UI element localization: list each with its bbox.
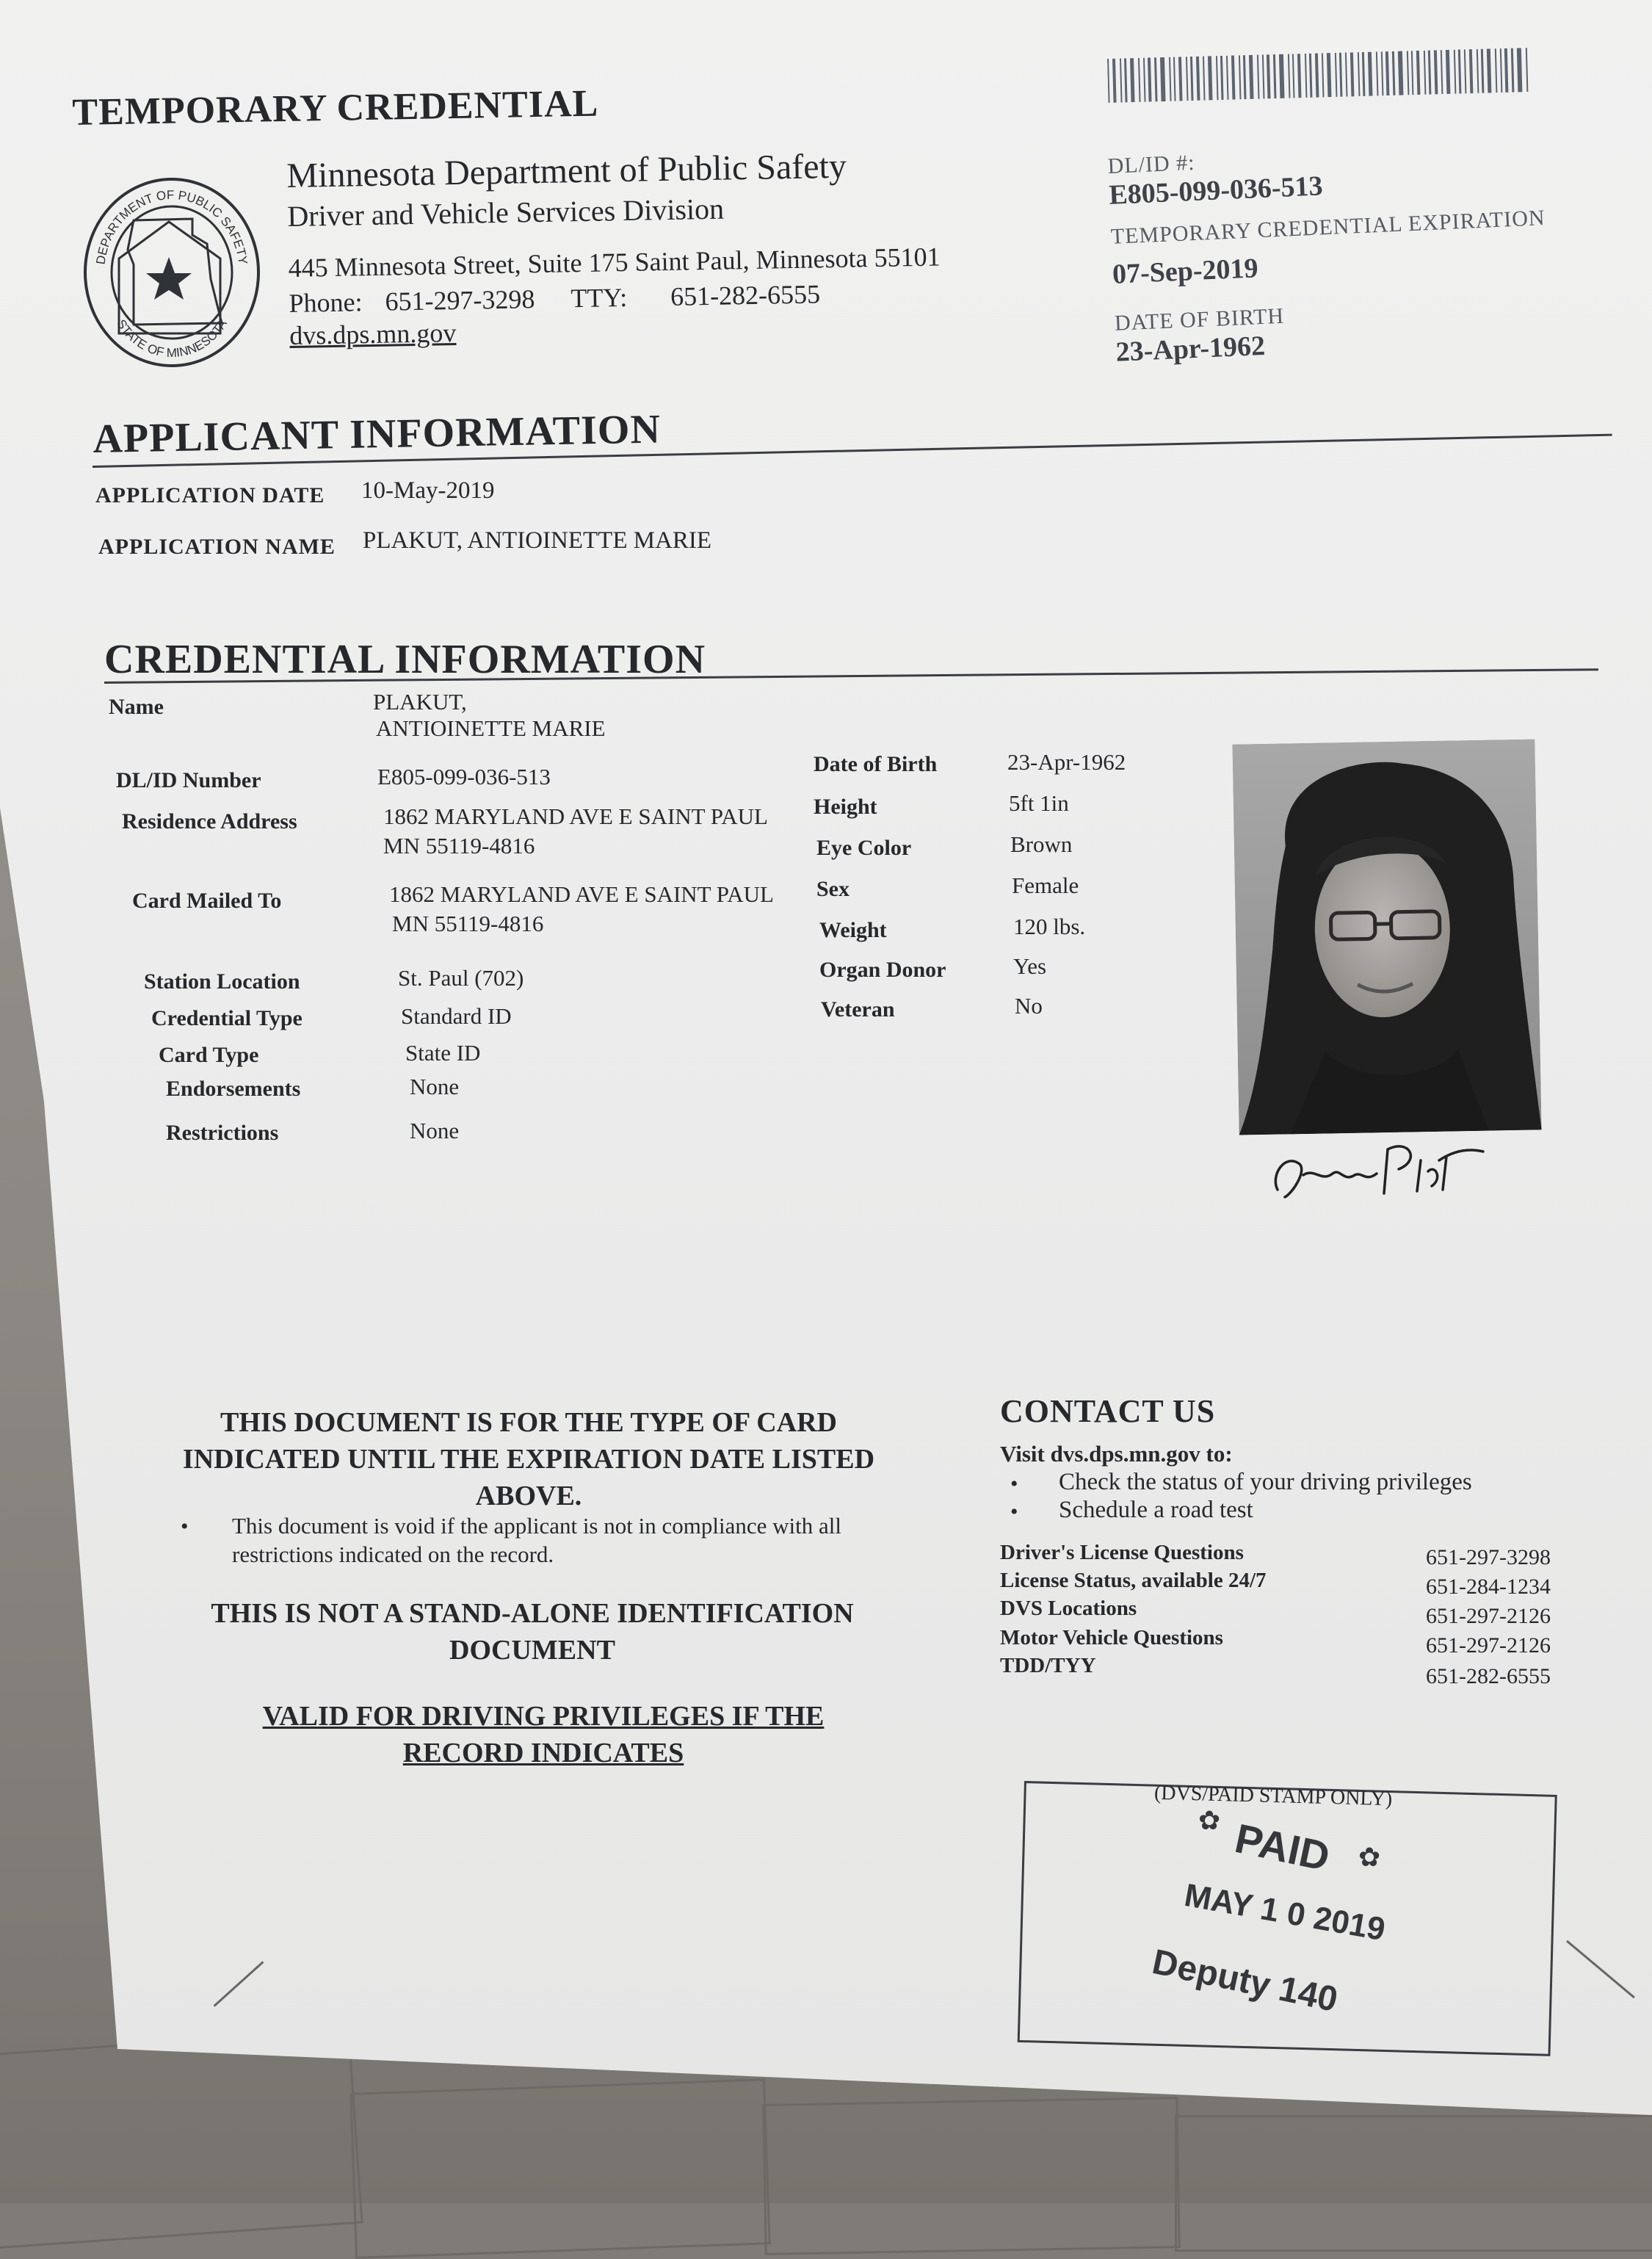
contact-bullet-1: Check the status of your driving privileges bbox=[1059, 1469, 1472, 1496]
document-title: TEMPORARY CREDENTIAL bbox=[72, 82, 599, 134]
card-mailed-to-label: Card Mailed To bbox=[132, 889, 281, 914]
contact-row-phone-1: 651-297-3298 bbox=[1426, 1545, 1551, 1570]
organ-donor-label: Organ Donor bbox=[819, 958, 946, 983]
barcode-bar bbox=[1243, 55, 1247, 99]
barcode-bar bbox=[1335, 53, 1338, 97]
veteran-value: No bbox=[1015, 993, 1043, 1019]
station-location-label: Station Location bbox=[144, 969, 300, 994]
eye-color-label: Eye Color bbox=[816, 836, 911, 861]
credential-heading: CREDENTIAL INFORMATION bbox=[104, 636, 706, 683]
card-mailed-to-line-2: MN 55119-4816 bbox=[392, 911, 543, 937]
contact-row-phone-3: 651-297-2126 bbox=[1426, 1604, 1551, 1629]
barcode-bar bbox=[1376, 51, 1379, 95]
seal-top-text: DEPARTMENT OF PUBLIC SAFETY bbox=[93, 188, 250, 265]
barcode-bar bbox=[1434, 50, 1438, 94]
barcode-bar bbox=[1322, 53, 1325, 97]
barcode-bar bbox=[1385, 51, 1390, 95]
barcode-bar bbox=[1511, 48, 1515, 93]
barcode-bar bbox=[1446, 50, 1451, 94]
weight-value: 120 lbs. bbox=[1013, 914, 1085, 940]
clover-icon: ✿ bbox=[1198, 1805, 1220, 1836]
barcode-bar bbox=[1178, 57, 1183, 101]
contact-row-label-4: Motor Vehicle Questions bbox=[1000, 1626, 1223, 1650]
barcode-bar bbox=[1398, 51, 1404, 95]
barcode-bar bbox=[1495, 48, 1498, 93]
expiration-label: TEMPORARY CREDENTIAL EXPIRATION bbox=[1110, 206, 1546, 250]
credential-type-value: Standard ID bbox=[401, 1003, 512, 1030]
barcode-bar bbox=[1392, 51, 1396, 95]
validity-notice: THIS DOCUMENT IS FOR THE TYPE OF CARD INDICATED UNTIL THE EXPIRATION DATE LISTED ABOVE. bbox=[162, 1404, 896, 1514]
barcode-bar bbox=[1148, 57, 1152, 101]
barcode-bar bbox=[1288, 54, 1291, 98]
agency-division: Driver and Vehicle Services Division bbox=[287, 187, 940, 233]
barcode-bar bbox=[1107, 59, 1110, 103]
seal-bottom-text: STATE OF MINNESOTA bbox=[114, 317, 230, 360]
residence-address-label: Residence Address bbox=[122, 809, 297, 834]
barcode-bar bbox=[1487, 48, 1492, 93]
residence-address-line-1: 1862 MARYLAND AVE E SAINT PAUL bbox=[383, 803, 768, 830]
contact-visit: Visit dvs.dps.mn.gov to: bbox=[1000, 1441, 1233, 1467]
floor-tile bbox=[1175, 2115, 1652, 2252]
barcode-bar bbox=[1154, 57, 1158, 101]
agency-block bbox=[286, 145, 941, 351]
barcode-bar bbox=[1464, 49, 1467, 93]
floor-tile bbox=[349, 2078, 771, 2259]
barcode-bar bbox=[1173, 57, 1176, 101]
veteran-label: Veteran bbox=[821, 997, 895, 1022]
restrictions-label: Restrictions bbox=[166, 1121, 278, 1146]
agency-name: Minnesota Department of Public Safety bbox=[286, 145, 939, 196]
contact-row-label-2: License Status, available 24/7 bbox=[1000, 1569, 1267, 1593]
application-name-label: APPLICATION NAME bbox=[98, 535, 336, 560]
barcode-bar bbox=[1143, 58, 1146, 102]
barcode-bar bbox=[1226, 56, 1229, 100]
barcode-bar bbox=[1257, 55, 1260, 99]
dob-value: 23-Apr-1962 bbox=[1115, 317, 1551, 369]
barcode-bar bbox=[1339, 53, 1343, 97]
top-right-info bbox=[1107, 135, 1551, 369]
barcode-bar bbox=[1262, 54, 1265, 98]
height-value: 5ft 1in bbox=[1009, 790, 1069, 817]
contact-row-phone-4: 651-297-2126 bbox=[1426, 1633, 1551, 1658]
contact-row-phone-2: 651-284-1234 bbox=[1426, 1575, 1551, 1600]
barcode-bar bbox=[1112, 59, 1117, 103]
barcode-bar bbox=[1411, 51, 1414, 95]
eye-color-value: Brown bbox=[1010, 831, 1072, 858]
endorsements-value: None bbox=[410, 1074, 459, 1100]
barcode-bar bbox=[1381, 51, 1384, 95]
bullet-icon: • bbox=[181, 1514, 189, 1539]
barcode-bar bbox=[1231, 55, 1236, 99]
barcode-bar bbox=[1345, 52, 1348, 96]
barcode-bar bbox=[1273, 54, 1277, 98]
application-date-value: 10-May-2019 bbox=[361, 477, 494, 505]
barcode-bar bbox=[1428, 50, 1432, 94]
floor-tile bbox=[0, 2028, 363, 2250]
barcode-bar bbox=[1454, 50, 1457, 94]
card-mailed-to-line-1: 1862 MARYLAND AVE E SAINT PAUL bbox=[389, 881, 774, 908]
deputy-stamp: Deputy 140 bbox=[1149, 1942, 1341, 2020]
barcode-bar bbox=[1120, 59, 1123, 103]
phone-label: Phone: bbox=[289, 287, 363, 318]
standalone-notice: THIS IS NOT A STAND-ALONE IDENTIFICATION DOCUMENT bbox=[162, 1595, 903, 1669]
name-line-2: ANTIOINETTE MARIE bbox=[376, 715, 606, 742]
barcode-bar bbox=[1500, 48, 1503, 93]
contact-row-label-3: DVS Locations bbox=[1000, 1597, 1137, 1621]
barcode-bar bbox=[1526, 48, 1529, 92]
station-location-value: St. Paul (702) bbox=[398, 965, 524, 991]
card-type-value: State ID bbox=[405, 1040, 480, 1066]
barcode-bar bbox=[1203, 57, 1206, 101]
dl-id-label: DL/ID #: bbox=[1107, 135, 1543, 179]
barcode-bar bbox=[1279, 54, 1285, 98]
contact-row-label-1: Driver's License Questions bbox=[1000, 1541, 1244, 1565]
barcode-bar bbox=[1186, 57, 1189, 101]
barcode-bar bbox=[1267, 54, 1271, 98]
barcode-bar bbox=[1504, 48, 1509, 93]
bullet-icon: • bbox=[1010, 1472, 1018, 1497]
barcode-bar bbox=[1297, 54, 1302, 98]
phone-number: 651-297-3298 bbox=[385, 284, 535, 317]
applicant-heading: APPLICANT INFORMATION bbox=[93, 406, 661, 463]
contact-heading: CONTACT US bbox=[1000, 1392, 1215, 1430]
barcode-bar bbox=[1292, 54, 1295, 98]
barcode-bar bbox=[1517, 48, 1523, 92]
clover-icon: ✿ bbox=[1358, 1842, 1380, 1873]
barcode-bar bbox=[1190, 57, 1194, 101]
barcode-bar bbox=[1407, 51, 1410, 95]
agency-address: 445 Minnesota Street, Suite 175 Saint Paul, Minnesota 55101 bbox=[288, 241, 941, 283]
organ-donor-value: Yes bbox=[1013, 953, 1046, 980]
barcode-bar bbox=[1458, 49, 1462, 93]
barcode-bar bbox=[1416, 51, 1421, 95]
dob-label: DATE OF BIRTH bbox=[1114, 292, 1549, 336]
agency-website-link[interactable]: dvs.dps.mn.gov bbox=[289, 308, 942, 350]
barcode-bar bbox=[1130, 58, 1135, 102]
applicant-photo bbox=[1232, 739, 1541, 1135]
credential-type-label: Credential Type bbox=[151, 1006, 302, 1031]
barcode-bar bbox=[1358, 52, 1361, 96]
contact-bullet-2: Schedule a road test bbox=[1059, 1497, 1253, 1524]
barcode-bar bbox=[1469, 49, 1474, 93]
tty-label: TTY: bbox=[570, 283, 627, 313]
tty-number: 651-282-6555 bbox=[670, 279, 821, 311]
contact-row-phone-5: 651-282-6555 bbox=[1426, 1664, 1551, 1689]
dob-field-value: 23-Apr-1962 bbox=[1007, 749, 1126, 776]
application-date-label: APPLICATION DATE bbox=[95, 483, 325, 508]
barcode-bar bbox=[1309, 54, 1313, 98]
endorsements-label: Endorsements bbox=[166, 1077, 300, 1102]
barcode-bar bbox=[1239, 55, 1242, 99]
stamp-box-label: (DVS/PAID STAMP ONLY) bbox=[1154, 1782, 1393, 1811]
barcode-bar bbox=[1169, 57, 1172, 101]
applicant-signature bbox=[1263, 1131, 1490, 1212]
height-label: Height bbox=[814, 795, 877, 820]
card-type-label: Card Type bbox=[159, 1043, 258, 1068]
barcode-bar bbox=[1249, 55, 1254, 99]
dl-id-number-value: E805-099-036-513 bbox=[377, 764, 551, 790]
contact-row-label-5: TDD/TYY bbox=[1000, 1654, 1096, 1678]
barcode-bar bbox=[1208, 56, 1213, 100]
barcode-bar bbox=[1196, 57, 1200, 101]
restrictions-value: None bbox=[410, 1118, 459, 1144]
barcode-bar bbox=[1327, 53, 1332, 97]
driving-privileges-notice: VALID FOR DRIVING PRIVILEGES IF THE RECORD INDICATES bbox=[220, 1698, 866, 1771]
bullet-icon: • bbox=[1010, 1500, 1018, 1525]
sex-value: Female bbox=[1012, 872, 1079, 899]
barcode bbox=[1107, 48, 1535, 132]
void-notice: This document is void if the applicant is not in compliance with all restrictions indicated on the record. bbox=[232, 1511, 915, 1569]
barcode-bar bbox=[1160, 57, 1166, 101]
dl-id-value: E805-099-036-513 bbox=[1108, 160, 1543, 212]
barcode-bar bbox=[1362, 52, 1366, 96]
application-name-value: PLAKUT, ANTIOINETTE MARIE bbox=[363, 527, 711, 554]
minnesota-seal bbox=[82, 176, 261, 369]
floor-tile bbox=[762, 2097, 1181, 2255]
name-label: Name bbox=[109, 695, 164, 720]
paid-stamp-date: MAY 1 0 2019 bbox=[1181, 1877, 1388, 1948]
barcode-bar bbox=[1441, 50, 1443, 94]
star-icon bbox=[146, 257, 192, 300]
barcode-bar bbox=[1481, 49, 1485, 93]
name-line-1: PLAKUT, bbox=[373, 689, 467, 715]
barcode-bar bbox=[1124, 58, 1128, 102]
dl-id-number-label: DL/ID Number bbox=[116, 768, 261, 793]
barcode-bar bbox=[1424, 51, 1427, 95]
dob-field-label: Date of Birth bbox=[814, 752, 937, 777]
barcode-bar bbox=[1220, 56, 1224, 100]
expiration-value: 07-Sep-2019 bbox=[1112, 239, 1547, 291]
paid-stamp: PAID bbox=[1231, 1814, 1333, 1881]
weight-label: Weight bbox=[819, 918, 887, 943]
barcode-bar bbox=[1315, 53, 1319, 97]
barcode-bar bbox=[1305, 54, 1308, 98]
barcode-bar bbox=[1216, 56, 1219, 100]
barcode-bar bbox=[1477, 49, 1479, 93]
barcode-bar bbox=[1138, 58, 1141, 102]
sex-label: Sex bbox=[816, 877, 849, 902]
barcode-bar bbox=[1368, 52, 1373, 96]
residence-address-line-2: MN 55119-4816 bbox=[383, 833, 535, 859]
barcode-bar bbox=[1350, 52, 1355, 96]
